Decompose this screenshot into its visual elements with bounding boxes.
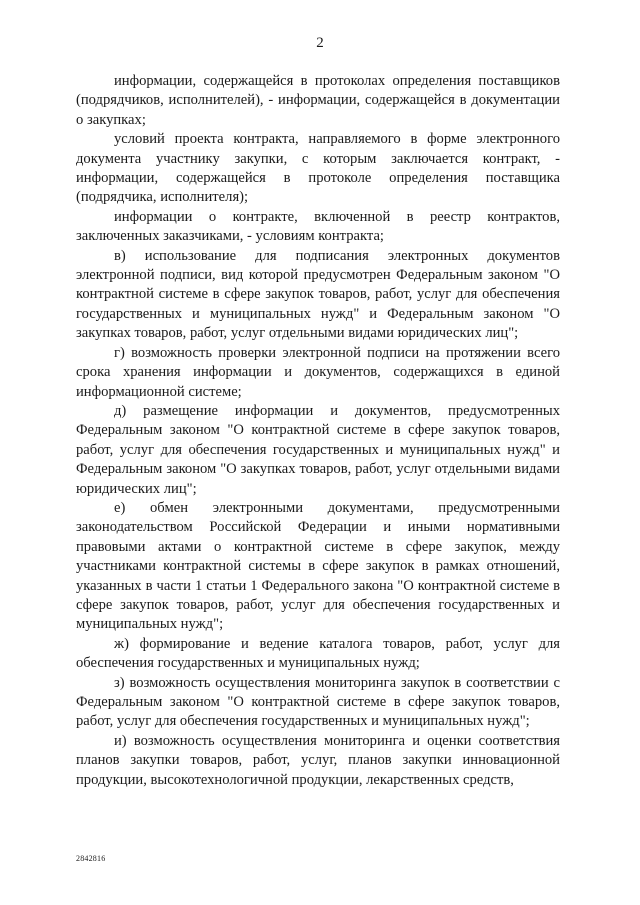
paragraph-item-zh: ж) формирование и ведение каталога товаров, работ, услуг для обеспечения государственных и муниципальных нужд;: [76, 635, 560, 672]
paragraph-contract-draft: условий проекта контракта, направляемого в форме электронного документа участнику закупки, с которым заключается контракт, - информации, содержащейся в протоколе определения поставщика (подрядчика, исполнителя);: [76, 131, 560, 206]
page-number: 2: [316, 35, 324, 51]
paragraph-contract-registry: информации о контракте, включенной в реестр контрактов, заключенных заказчиками, - условиям контракта;: [76, 208, 560, 245]
paragraph-protocols: информации, содержащейся в протоколах определения поставщиков (подрядчиков, исполнителей), - информации, содержащейся в документации о закупках;: [76, 73, 560, 128]
document-code: 2842816: [76, 854, 106, 863]
document-body: [76, 72, 560, 790]
paragraph-item-z: з) возможность осуществления мониторинга закупок в соответствии с Федеральным законом "О контрактной системе в сфере закупок товаров, работ, услуг для обеспечения государственных и муниципальных нужд";: [76, 674, 560, 730]
paragraph-item-d: д) размещение информации и документов, предусмотренных Федеральным законом "О контрактной системе в сфере закупок товаров, работ, услуг для обеспечения государственных и муниципальных нужд" и Федеральным законом "О закупках товаров, работ, услуг отдельными видами юридических лиц";: [76, 402, 560, 497]
paragraph-item-i: и) возможность осуществления мониторинга и оценки соответствия планов закупки товаров, работ, услуг, планов закупки инновационной продукции, высокотехнологичной продукции, лекарственных средств,: [76, 732, 560, 788]
paragraph-item-g: г) возможность проверки электронной подписи на протяжении всего срока хранения информации и документов, содержащихся в единой информационной системе;: [76, 344, 560, 400]
paragraph-item-v: в) использование для подписания электронных документов электронной подписи, вид которой предусмотрен Федеральным законом "О контрактной системе в сфере закупок товаров, работ, услуг для обеспечения государственных и муниципальных нужд" и Федеральным законом "О закупках товаров, работ, услуг отдельными видами юридических лиц";: [76, 247, 560, 342]
paragraph-item-e: е) обмен электронными документами, предусмотренными законодательством Российской Федерации и иными нормативными правовыми актами о контрактной системе в сфере закупок, между участниками контрактной системы в сфере закупок в рамках отношений, указанных в части 1 статьи 1 Федерального закона "О контрактной системе в сфере закупок товаров, работ, услуг для обеспечения государственных и муниципальных нужд";: [76, 499, 560, 633]
